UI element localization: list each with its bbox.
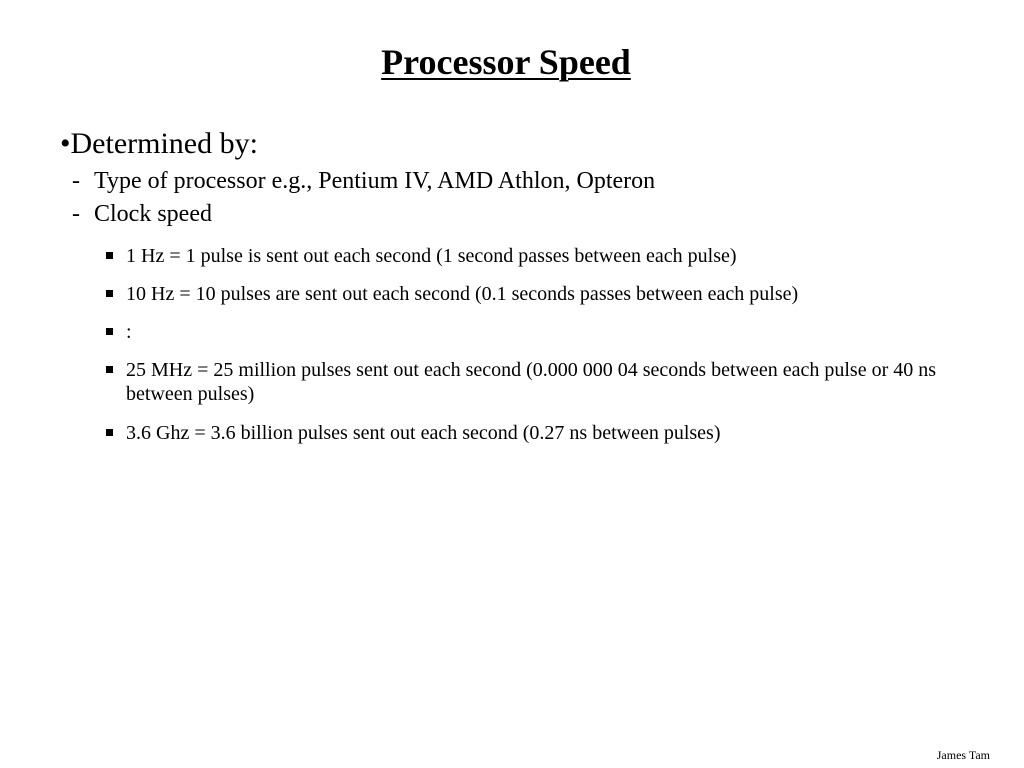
clock-item-text: :	[126, 321, 132, 343]
clock-item-3-6ghz	[106, 421, 946, 445]
bullet-determined-by	[60, 124, 258, 164]
clock-item-text: 3.6 Ghz = 3.6 billion pulses sent out each second (0.27 ns between pulses)	[126, 422, 721, 444]
bullet-text: Determined by:	[70, 127, 258, 160]
footer-author: James Tam	[936, 748, 990, 762]
square-bullet-icon	[106, 429, 113, 436]
bullet-marker: •	[60, 127, 71, 160]
slide-title: Processor Speed	[381, 42, 631, 82]
clock-item-10hz	[106, 282, 946, 306]
clock-item-text: 25 MHz = 25 million pulses sent out each second (0.000 000 04 seconds between each pulse or 40 ns between pulses)	[126, 359, 937, 405]
clock-item-text: 10 Hz = 10 pulses are sent out each second (0.1 seconds passes between each pulse)	[126, 283, 799, 305]
sub-item-text: Type of processor e.g., Pentium IV, AMD Athlon, Opteron	[94, 168, 656, 194]
square-bullet-icon	[106, 290, 113, 297]
dash-marker: -	[72, 201, 80, 227]
dash-marker: -	[72, 168, 80, 194]
square-bullet-icon	[106, 366, 113, 373]
square-bullet-icon	[106, 328, 113, 335]
sub-item-processor-type	[72, 166, 655, 196]
clock-item-text: 1 Hz = 1 pulse is sent out each second (1 second passes between each pulse)	[126, 245, 737, 267]
square-bullet-icon	[106, 252, 113, 259]
sub-item-clock-speed	[72, 199, 212, 229]
clock-item-25mhz	[106, 358, 946, 406]
sub-item-text: Clock speed	[94, 201, 212, 227]
clock-item-ellipsis	[106, 320, 946, 344]
clock-item-1hz	[106, 244, 946, 268]
